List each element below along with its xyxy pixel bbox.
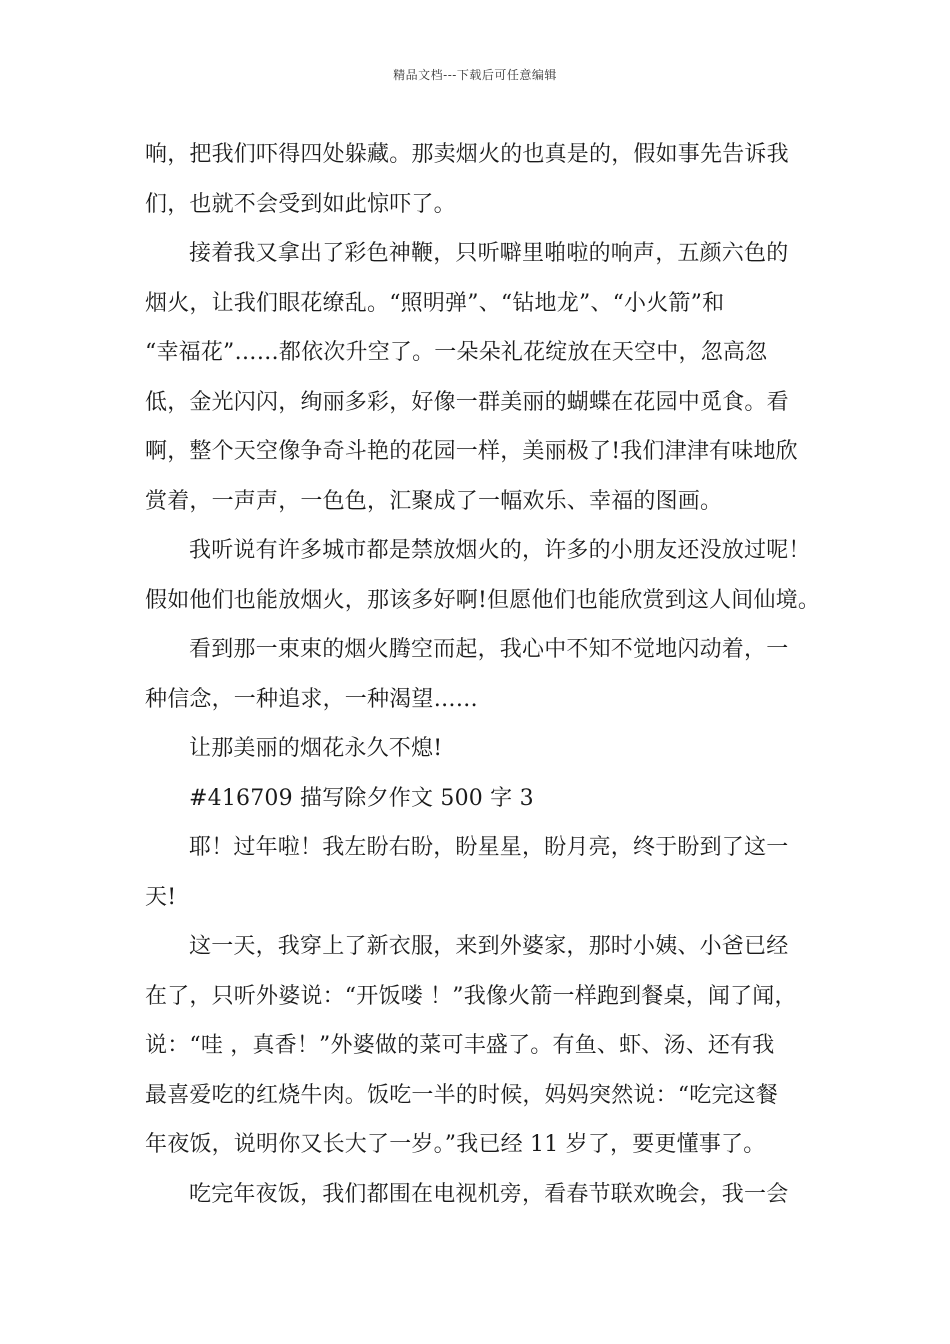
section-heading: #416709 描写除夕作文 500 字 3 bbox=[189, 785, 534, 811]
text-line: 接着我又拿出了彩色神鞭，只听噼里啪啦的响声，五颜六色的 bbox=[189, 241, 789, 266]
text-line: 耶！过年啦！我左盼右盼，盼星星，盼月亮，终于盼到了这一 bbox=[189, 835, 789, 860]
text-line: 烟火，让我们眼花缭乱。“照明弹”、“钻地龙”、“小火箭”和 bbox=[145, 290, 725, 316]
text-line: 说：“哇 ，真香！”外婆做的菜可丰盛了。有鱼、虾、汤、还有我 bbox=[145, 1033, 775, 1058]
text-line: 啊，整个天空像争奇斗艳的花园一样，美丽极了!我们津津有味地欣 bbox=[145, 439, 798, 464]
text-line: 年夜饭，说明你又长大了一岁。”我已经 11 岁了，要更懂事了。 bbox=[145, 1132, 766, 1157]
text-line: 赏着，一声声，一色色，汇聚成了一幅欢乐、幸福的图画。 bbox=[145, 488, 723, 514]
text-line: 让那美丽的烟花永久不熄! bbox=[189, 736, 443, 761]
text-line: 假如他们也能放烟火，那该多好啊!但愿他们也能欣赏到这人间仙境。 bbox=[145, 587, 821, 613]
text-line: “幸福花”……都依次升空了。一朵朵礼花绽放在天空中，忽高忽 bbox=[145, 340, 768, 365]
text-line: 我听说有许多城市都是禁放烟火的，许多的小朋友还没放过呢！ bbox=[189, 538, 811, 563]
text-line: 吃完年夜饭，我们都围在电视机旁，看春节联欢晚会，我一会 bbox=[189, 1181, 789, 1207]
document-body bbox=[145, 130, 821, 1219]
text-line: 低，金光闪闪，绚丽多彩，好像一群美丽的蝴蝶在花园中觅食。看 bbox=[145, 389, 789, 415]
text-line: 看到那一束束的烟火腾空而起，我心中不知不觉地闪动着，一 bbox=[189, 637, 789, 662]
text-line: 响，把我们吓得四处躲藏。那卖烟火的也真是的，假如事先告诉我 bbox=[145, 142, 789, 167]
text-line: 最喜爱吃的红烧牛肉。饭吃一半的时候，妈妈突然说：“吃完这餐 bbox=[145, 1082, 779, 1108]
page-header: 精品文档---下载后可任意编辑 bbox=[393, 68, 557, 82]
text-line: 们，也就不会受到如此惊吓了。 bbox=[145, 191, 456, 217]
text-line: 天! bbox=[145, 884, 177, 910]
text-line: 种信念，一种追求，一种渴望…… bbox=[145, 686, 479, 712]
text-line: 这一天，我穿上了新衣服，来到外婆家，那时小姨、小爸已经 bbox=[189, 934, 789, 959]
text-line: 在了，只听外婆说：“开饭喽 ！”我像火箭一样跑到餐桌，闻了闻， bbox=[145, 983, 797, 1009]
